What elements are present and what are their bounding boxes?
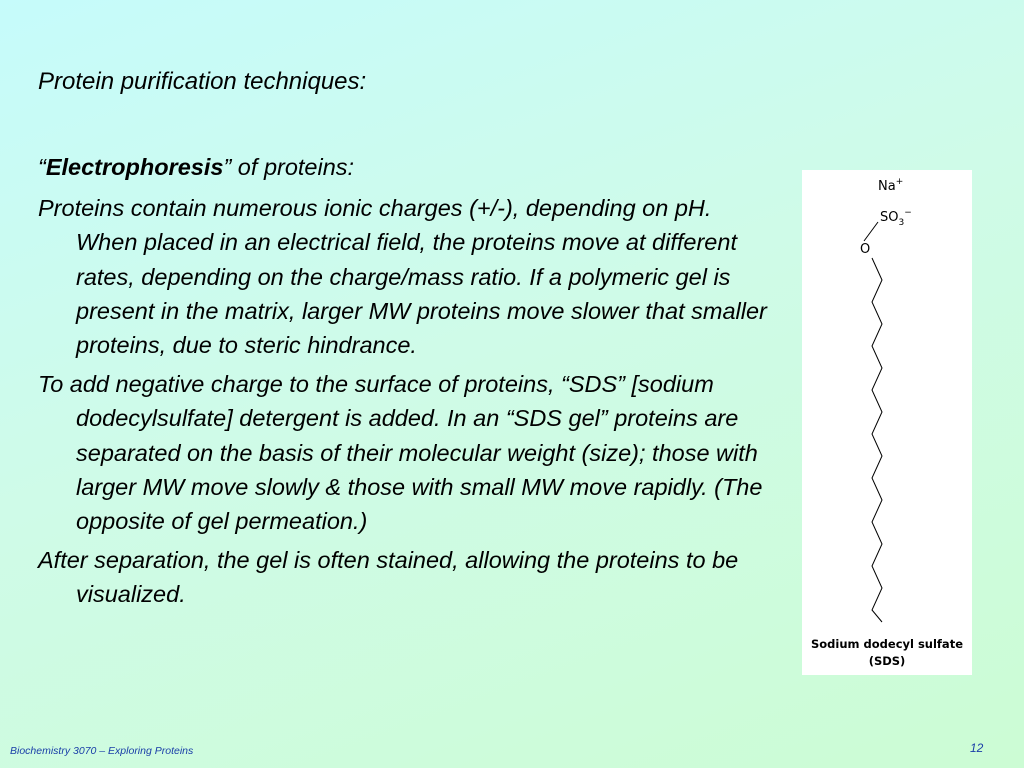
dodecyl-carbon-chain: [872, 258, 882, 622]
subtitle-close-quote: ”: [223, 154, 232, 180]
paragraph-electrophoresis: Proteins contain numerous ionic charges (+/-), depending on pH. When placed in an electrical field, the proteins move at different rates, depending on the charge/mass ratio. If a polymeric gel is present in the matrix, larger MW proteins move slower that smaller proteins, due to steric hindrance.: [38, 195, 767, 359]
o-s-bond: [864, 222, 878, 241]
sulfate-group-label: $SO_3^-$: [880, 208, 912, 228]
paragraph-staining: After separation, the gel is often stained, allowing the proteins to be visualized.: [38, 547, 739, 608]
oxygen-atom-label: O: [860, 242, 871, 257]
figure-caption-name: Sodium dodecyl sulfate: [811, 637, 963, 651]
section-subtitle: [38, 150, 773, 184]
slide-body: [38, 150, 773, 617]
sds-structure-diagram: [802, 170, 972, 675]
subtitle-emphasis: Electrophoresis: [45, 154, 224, 180]
figure-caption-abbrev: (SDS): [868, 654, 906, 668]
subtitle-rest: of proteins:: [231, 154, 355, 180]
footer-course-title: Biochemistry 3070 – Exploring Proteins: [10, 745, 194, 757]
sds-structure-figure: [802, 170, 972, 675]
sodium-ion-label: Na+: [878, 177, 904, 194]
subtitle-open-quote: “: [38, 154, 46, 180]
footer-page-number: 12: [970, 741, 984, 755]
paragraph-sds: To add negative charge to the surface of proteins, “SDS” [sodium dodecylsulfate] detergent is added. In an “SDS gel” proteins are separated on the basis of their molecular weight (size); those with larger MW move slowly & those with small MW move rapidly. (The opposite of gel permeation.): [38, 371, 763, 535]
slide-title: Protein purification techniques:: [38, 68, 367, 95]
